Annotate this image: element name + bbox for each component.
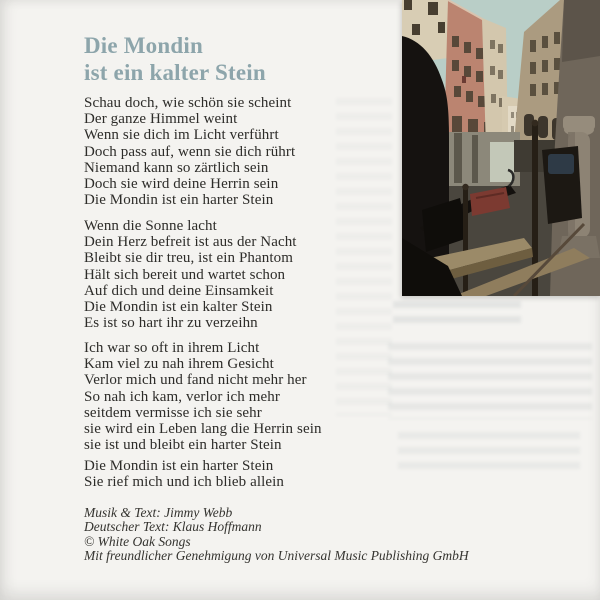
credit-copyright: © White Oak Songs [84,533,191,549]
lyric-line: Bleibt sie dir treu, ist ein Phantom [84,250,293,267]
page-bleedthrough [336,98,392,416]
lyric-line: Sie rief mich und ich blieb allein [84,474,285,491]
lyric-line: Doch pass auf, wenn sie dich rührt [84,143,296,160]
lyric-line: Auf dich und deine Einsamkeit [84,282,274,299]
page-bleedthrough [393,301,521,331]
lyric-line: sie wird ein Leben lang die Herrin sein [84,421,322,438]
lyrics-stanza-2 [84,218,297,331]
lyrics-stanza-3 [84,340,322,453]
song-title-line-2: ist ein kalter Stein [84,60,266,85]
lyric-line: Es ist so hart ihr zu verzeihn [84,315,258,332]
credit-german-text: Deutscher Text: Klaus Hoffmann [84,519,262,535]
lyric-line: Niemand kann so zärtlich sein [84,159,269,176]
lyric-line: Wenn sie dich im Licht verführt [84,127,279,144]
lyric-line: Der ganze Himmel weint [84,111,238,128]
lyric-line: Die Mondin ist ein kalter Stein [84,299,273,316]
page-bleedthrough [398,432,580,476]
lyric-line: Ich war so oft in ihrem Licht [84,340,260,356]
lyric-line: Doch sie wird deine Herrin sein [84,176,279,193]
credit-music-text: Musik & Text: Jimmy Webb [84,505,233,520]
lyrics-stanza-4 [84,458,284,490]
song-title [84,32,266,86]
song-credits [84,506,469,563]
lyric-line: Die Mondin ist ein harter Stein [84,192,274,209]
lyric-line: Kam viel zu nah ihrem Gesicht [84,356,274,373]
credit-permission: Mit freundlicher Genehmigung von Universal Music Publishing GmbH [84,547,469,563]
venice-canal-photo [402,0,600,296]
lyric-line: So nah ich kam, verlor ich mehr [84,388,280,405]
lyric-line: Wenn die Sonne lacht [84,218,217,234]
lyric-line: sie ist und bleibt ein harter Stein [84,437,282,454]
lyric-line: Verlor mich und fand nicht mehr her [84,372,307,389]
lyrics-stanza-1 [84,95,295,208]
lyric-line: Hält sich bereit und wartet schon [84,266,286,283]
lyric-line: Schau doch, wie schön sie scheint [84,95,292,111]
song-title-line-1: Die Mondin [84,33,203,58]
lyric-line: Dein Herz befreit ist aus der Nacht [84,234,297,251]
page-bleedthrough [388,343,592,419]
lyric-line: seitdem vermisse ich sie sehr [84,404,262,421]
lyric-line: Die Mondin ist ein harter Stein [84,458,274,474]
